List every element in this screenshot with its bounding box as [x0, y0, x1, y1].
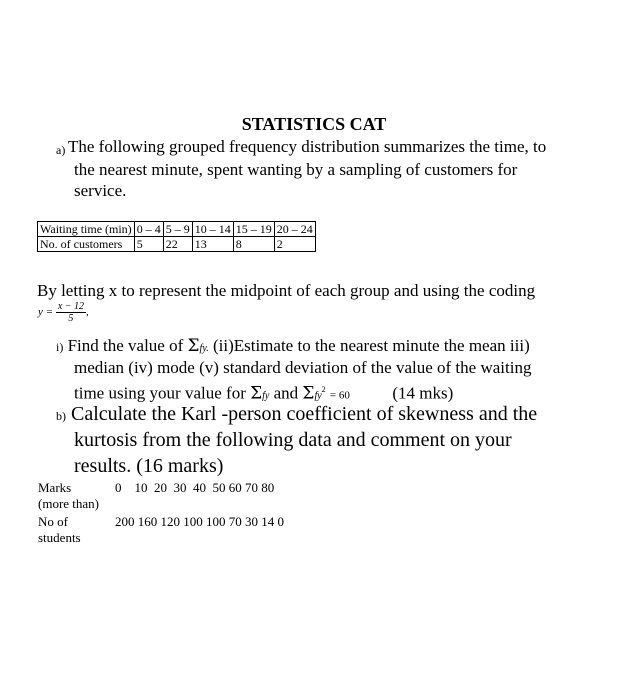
sigma-symbol: Σ	[302, 383, 315, 404]
marks-label: Marks (more than)	[38, 480, 100, 511]
table-cell: 0 – 4	[134, 222, 163, 237]
formula-fraction	[56, 301, 86, 324]
part-b-line-2: kurtosis from the following data and comment on your	[74, 429, 512, 451]
part-b-line-3: results. (16 marks)	[74, 455, 224, 477]
table-cell: 10 – 14	[192, 222, 233, 237]
sigma-symbol: Σ	[187, 336, 200, 356]
table-cell: 20 – 24	[274, 222, 315, 237]
part-a-line-3: service.	[74, 181, 127, 200]
part-i-line-3: time using your value for Σfy and Σfy$^2$ = 60 (14 mks)	[74, 383, 454, 404]
part-a-marker: a)	[56, 143, 66, 157]
students-values: 200 160 120 100 100 70 30 14 0	[115, 514, 284, 529]
formula-numerator: x − 12	[57, 301, 84, 312]
part-a-line-2: the nearest minute, spent wanting by a sampling of customers for	[74, 160, 518, 179]
coding-text: By letting x to represent the midpoint of each group and using the coding	[37, 281, 536, 300]
table-cell: 2	[274, 237, 315, 252]
table-row	[38, 222, 316, 237]
table-cell: 22	[163, 237, 192, 252]
table-header-cell: Waiting time (min)	[38, 222, 135, 237]
frequency-table	[37, 221, 316, 252]
table-header-cell: No. of customers	[38, 237, 135, 252]
table-cell: 8	[233, 237, 274, 252]
formula-denominator: 5	[68, 313, 74, 324]
coding-formula: y = $\frac{x - 12}{5}$,	[38, 301, 89, 324]
part-a-line-1: The following grouped frequency distribution summarizes the time, to	[68, 137, 547, 156]
part-i-line-1: i) Find the value of Σfy. (ii)Estimate to the nearest minute the mean iii)	[56, 336, 530, 356]
students-label: No of students	[38, 514, 81, 545]
formula-lhs: y =	[38, 306, 54, 319]
table-cell: 15 – 19	[233, 222, 274, 237]
page-title: STATISTICS CAT	[241, 114, 387, 134]
table-cell: 5	[134, 237, 163, 252]
part-b-line-1: b) Calculate the Karl -person coefficient of skewness and the	[56, 403, 538, 425]
marks-values: 0 10 20 30 40 50 60 70 80	[115, 480, 275, 495]
part-i-line-2: median (iv) mode (v) standard deviation of the value of the waiting	[74, 358, 532, 377]
table-row	[38, 237, 316, 252]
table-cell: 13	[192, 237, 233, 252]
table-cell: 5 – 9	[163, 222, 192, 237]
sigma-symbol: Σ	[250, 383, 263, 404]
